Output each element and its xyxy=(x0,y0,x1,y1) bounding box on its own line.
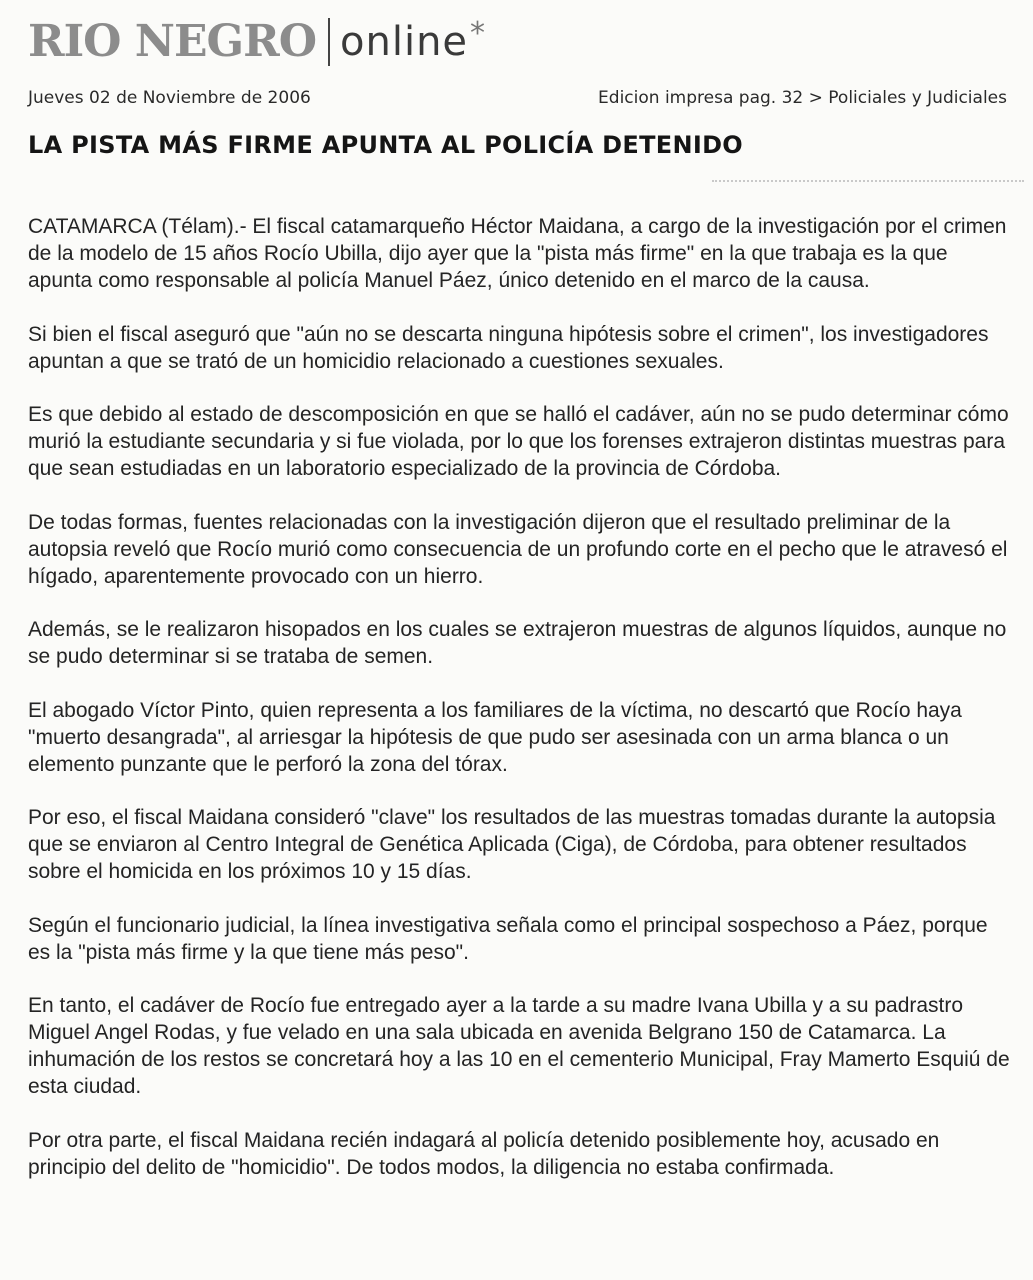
article-paragraph: De todas formas, fuentes relacionadas con la investigación dijeron que el resultado preliminar de la autopsia reveló que Rocío murió como consecuencia de un profundo corte en el pecho que le atravesó el hígado, aparentemente provocado con un hierro. xyxy=(28,510,1008,588)
article-body xyxy=(28,213,1010,1207)
article-paragraph: El abogado Víctor Pinto, quien representa a los familiares de la víctima, no descartó que Rocío haya "muerto desangrada", al arriesgar la hipótesis de que pudo ser asesinada con un arma blanca o un elemento punzante que le perforó la zona del tórax. xyxy=(28,698,962,776)
article-paragraph: En tanto, el cadáver de Rocío fue entregado ayer a la tarde a su madre Ivana Ubilla y a su padrastro Miguel Angel Rodas, y fue velado en una sala ubicada en avenida Belgrano 150 de Catamarca. La inhumación de los restos se concretará hoy a las 10 en el cementerio Municipal, Fray Mamerto Esquiú de esta ciudad. xyxy=(28,994,1010,1098)
logo-star-icon: * xyxy=(470,16,486,51)
masthead-logo xyxy=(28,12,485,72)
dotted-divider xyxy=(712,180,1024,184)
section-breadcrumb: Edicion impresa pag. 32 > Policiales y Judiciales xyxy=(598,88,1007,108)
article-meta xyxy=(28,88,1007,108)
logo-separator xyxy=(328,18,330,66)
logo-brand-name: RIO NEGRO xyxy=(28,16,317,67)
article-paragraph: Si bien el fiscal aseguró que "aún no se descarta ninguna hipótesis sobre el crimen", los investigadores apuntan a que se trató de un homicidio relacionado a cuestiones sexuales. xyxy=(28,322,989,373)
logo-online-label: online xyxy=(340,19,469,65)
article-paragraph: CATAMARCA (Télam).- El fiscal catamarqueño Héctor Maidana, a cargo de la investigación por el crimen de la modelo de 15 años Rocío Ubilla, dijo ayer que la "pista más firme" en la que trabaja es la que apunta como responsable al policía Manuel Páez, único detenido en el marco de la causa. xyxy=(28,215,1007,292)
article-headline: LA PISTA MÁS FIRME APUNTA AL POLICÍA DETENIDO xyxy=(28,131,744,159)
publication-date: Jueves 02 de Noviembre de 2006 xyxy=(28,88,311,108)
article-paragraph: Por eso, el fiscal Maidana consideró "clave" los resultados de las muestras tomadas durante la autopsia que se enviaron al Centro Integral de Genética Aplicada (Ciga), de Córdoba, para obtener resultados sobre el homicida en los próximos 10 y 15 días. xyxy=(28,806,996,883)
article-paragraph: Por otra parte, el fiscal Maidana recién indagará al policía detenido posiblemente hoy, acusado en principio del delito de "homicidio". De todos modos, la diligencia no estaba confirmada. xyxy=(28,1128,940,1179)
article-paragraph: Además, se le realizaron hisopados en los cuales se extrajeron muestras de algunos líquidos, aunque no se pudo determinar si se trataba de semen. xyxy=(28,618,1007,668)
article-paragraph: Según el funcionario judicial, la línea investigativa señala como el principal sospechoso a Páez, porque es la "pista más firme y la que tiene más peso". xyxy=(28,913,988,964)
article-paragraph: Es que debido al estado de descomposición en que se halló el cadáver, aún no se pudo determinar cómo murió la estudiante secundaria y si fue violada, por lo que los forenses extrajeron distintas muestras para que sean estudiadas en un laboratorio especializado de la provincia de Córdoba. xyxy=(28,403,1009,480)
